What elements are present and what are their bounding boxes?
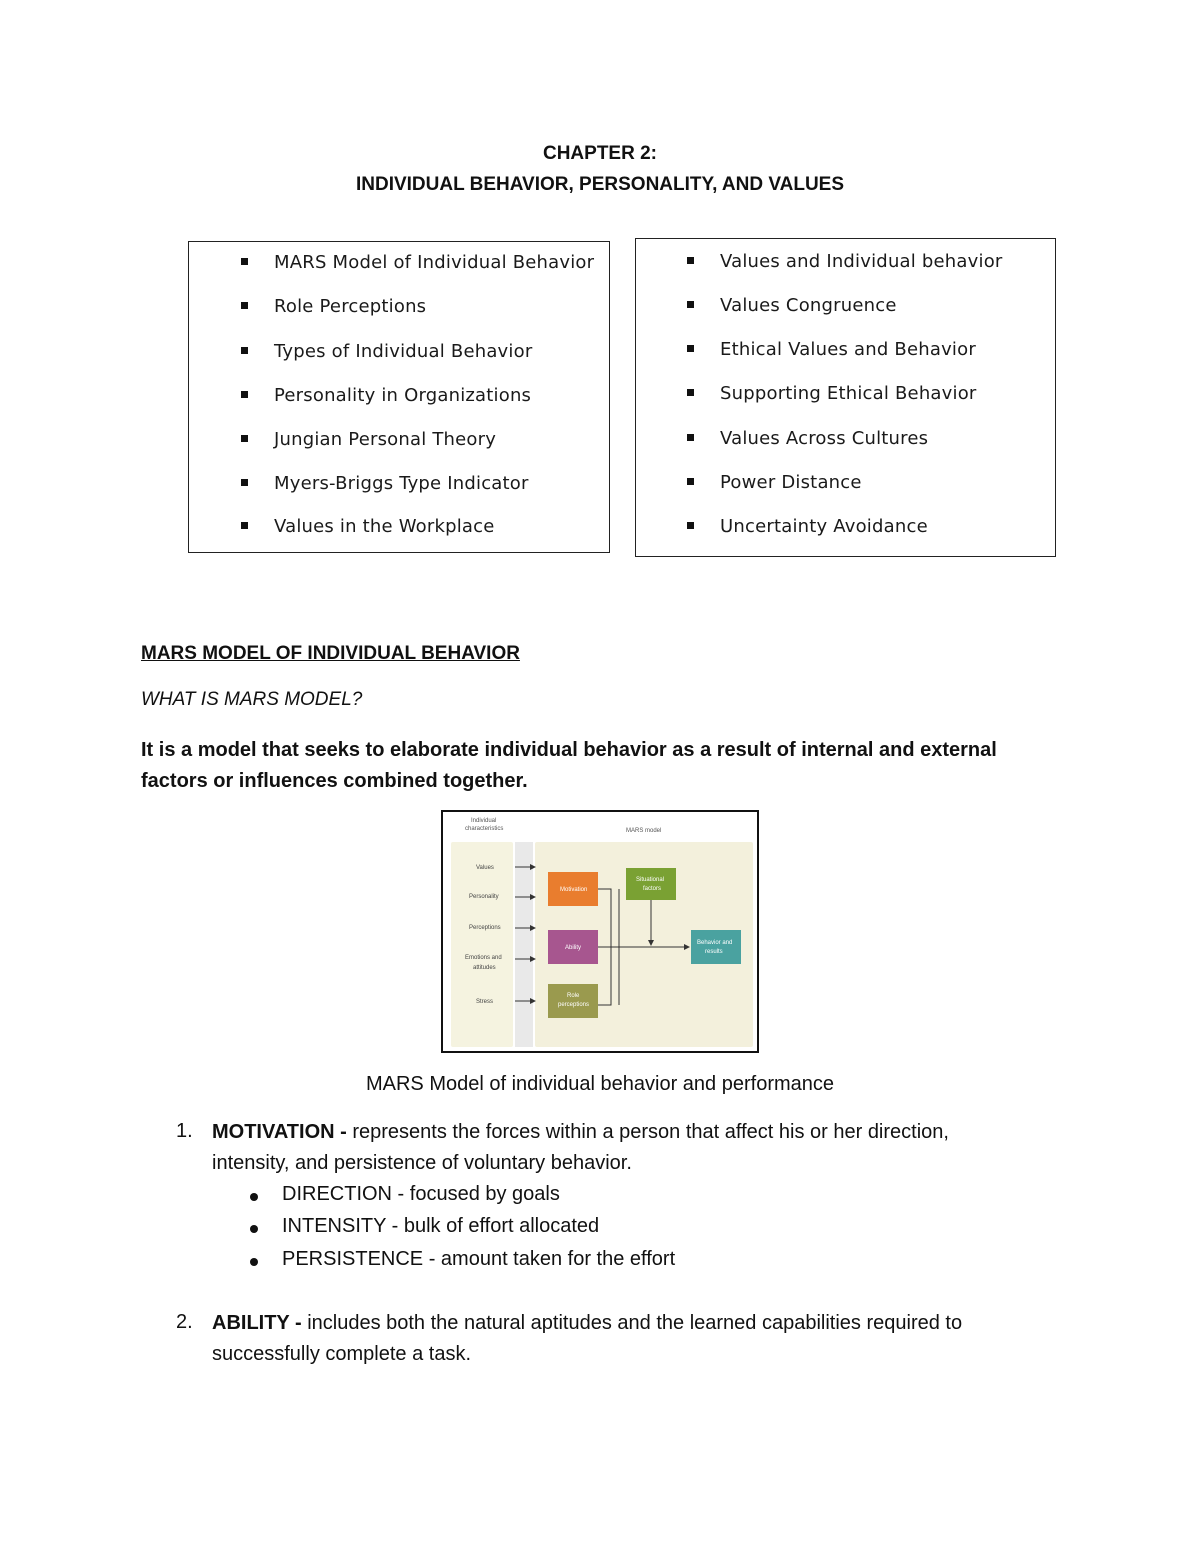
- motivation-label: Motivation: [560, 887, 588, 893]
- left-header-1: Individual: [471, 818, 497, 824]
- topic-item: Ethical Values and Behavior: [720, 339, 976, 360]
- subitem-intensity: INTENSITY - bulk of effort allocated: [282, 1215, 600, 1237]
- left-header-2: characteristics: [465, 826, 504, 832]
- bullet-icon: [687, 389, 694, 396]
- item-number: 1.: [176, 1120, 193, 1142]
- topic-item: Values Across Cultures: [720, 428, 929, 449]
- behavior-label-2: results: [705, 949, 723, 955]
- bullet-icon: [687, 522, 694, 529]
- mars-model-figure: [441, 810, 759, 1053]
- char-stress: Stress: [476, 999, 494, 1005]
- bullet-icon: [687, 345, 694, 352]
- item-number: 2.: [176, 1311, 193, 1333]
- bullet-icon: [687, 257, 694, 264]
- ability-label: Ability: [565, 945, 582, 951]
- subitem-direction: DIRECTION - focused by goals: [282, 1183, 560, 1205]
- role-label-2: perceptions: [558, 1002, 590, 1008]
- topic-item: Supporting Ethical Behavior: [720, 383, 977, 404]
- bullet-icon: [241, 435, 248, 442]
- bullet-icon: [687, 301, 694, 308]
- item-motivation: [212, 1117, 1072, 1148]
- topic-item: Role Perceptions: [274, 296, 427, 317]
- section-subheading: WHAT IS MARS MODEL?: [141, 689, 363, 710]
- char-perceptions: Perceptions: [469, 925, 501, 931]
- section-heading: MARS MODEL OF INDIVIDUAL BEHAVIOR: [141, 643, 520, 664]
- item-ability: [212, 1308, 1072, 1339]
- subitem-persistence: PERSISTENCE - amount taken for the effort: [282, 1248, 676, 1270]
- topic-item: Power Distance: [720, 472, 862, 493]
- item-term: MOTIVATION -: [212, 1121, 347, 1143]
- item-text-continued: successfully complete a task.: [212, 1343, 471, 1365]
- item-term: ABILITY -: [212, 1312, 302, 1334]
- bullet-dot-icon: [250, 1225, 258, 1233]
- char-personality: Personality: [469, 894, 499, 900]
- topic-item: Uncertainty Avoidance: [720, 516, 928, 537]
- topics-left-box: [188, 241, 610, 553]
- bullet-icon: [687, 434, 694, 441]
- figure-caption: MARS Model of individual behavior and performance: [365, 1073, 835, 1095]
- bullet-icon: [241, 391, 248, 398]
- item-text-continued: intensity, and persistence of voluntary behavior.: [212, 1152, 632, 1174]
- topic-item: Myers-Briggs Type Indicator: [274, 473, 529, 494]
- characteristics-panel: [451, 842, 513, 1047]
- chapter-title: INDIVIDUAL BEHAVIOR, PERSONALITY, AND VALUES: [355, 174, 845, 195]
- bullet-dot-icon: [250, 1258, 258, 1266]
- behavior-box: [691, 930, 741, 964]
- chapter-label: CHAPTER 2:: [542, 143, 657, 164]
- role-label-1: Role: [567, 993, 580, 999]
- char-attitudes: attitudes: [473, 965, 496, 971]
- bullet-dot-icon: [250, 1193, 258, 1201]
- bullet-icon: [687, 478, 694, 485]
- right-header: MARS model: [626, 828, 662, 834]
- behavior-label-1: Behavior and: [697, 940, 733, 946]
- char-values: Values: [476, 865, 494, 871]
- topic-item: Values Congruence: [720, 295, 897, 316]
- role-box: [548, 984, 598, 1018]
- topic-item: Values in the Workplace: [274, 516, 495, 537]
- bullet-icon: [241, 479, 248, 486]
- topics-right-box: [635, 238, 1056, 557]
- bullet-icon: [241, 522, 248, 529]
- item-text: includes both the natural aptitudes and the learned capabilities required to: [301, 1312, 963, 1334]
- bullet-icon: [241, 258, 248, 265]
- topic-item: MARS Model of Individual Behavior: [274, 252, 595, 273]
- situational-box: [626, 868, 676, 900]
- intro-paragraph: It is a model that seeks to elaborate individual behavior as a result of internal and external factors or influences combined together.: [141, 739, 997, 792]
- topic-item: Types of Individual Behavior: [274, 341, 533, 362]
- bullet-icon: [241, 347, 248, 354]
- item-text: represents the forces within a person that affect his or her direction,: [346, 1121, 949, 1143]
- mars-diagram: [443, 812, 757, 1051]
- situational-label-1: Situational: [636, 877, 665, 883]
- topic-item: Personality in Organizations: [274, 385, 532, 406]
- char-emotions: Emotions and: [465, 955, 502, 961]
- topic-item: Values and Individual behavior: [720, 251, 1003, 272]
- bullet-icon: [241, 302, 248, 309]
- situational-label-2: factors: [643, 886, 662, 892]
- topic-item: Jungian Personal Theory: [274, 429, 497, 450]
